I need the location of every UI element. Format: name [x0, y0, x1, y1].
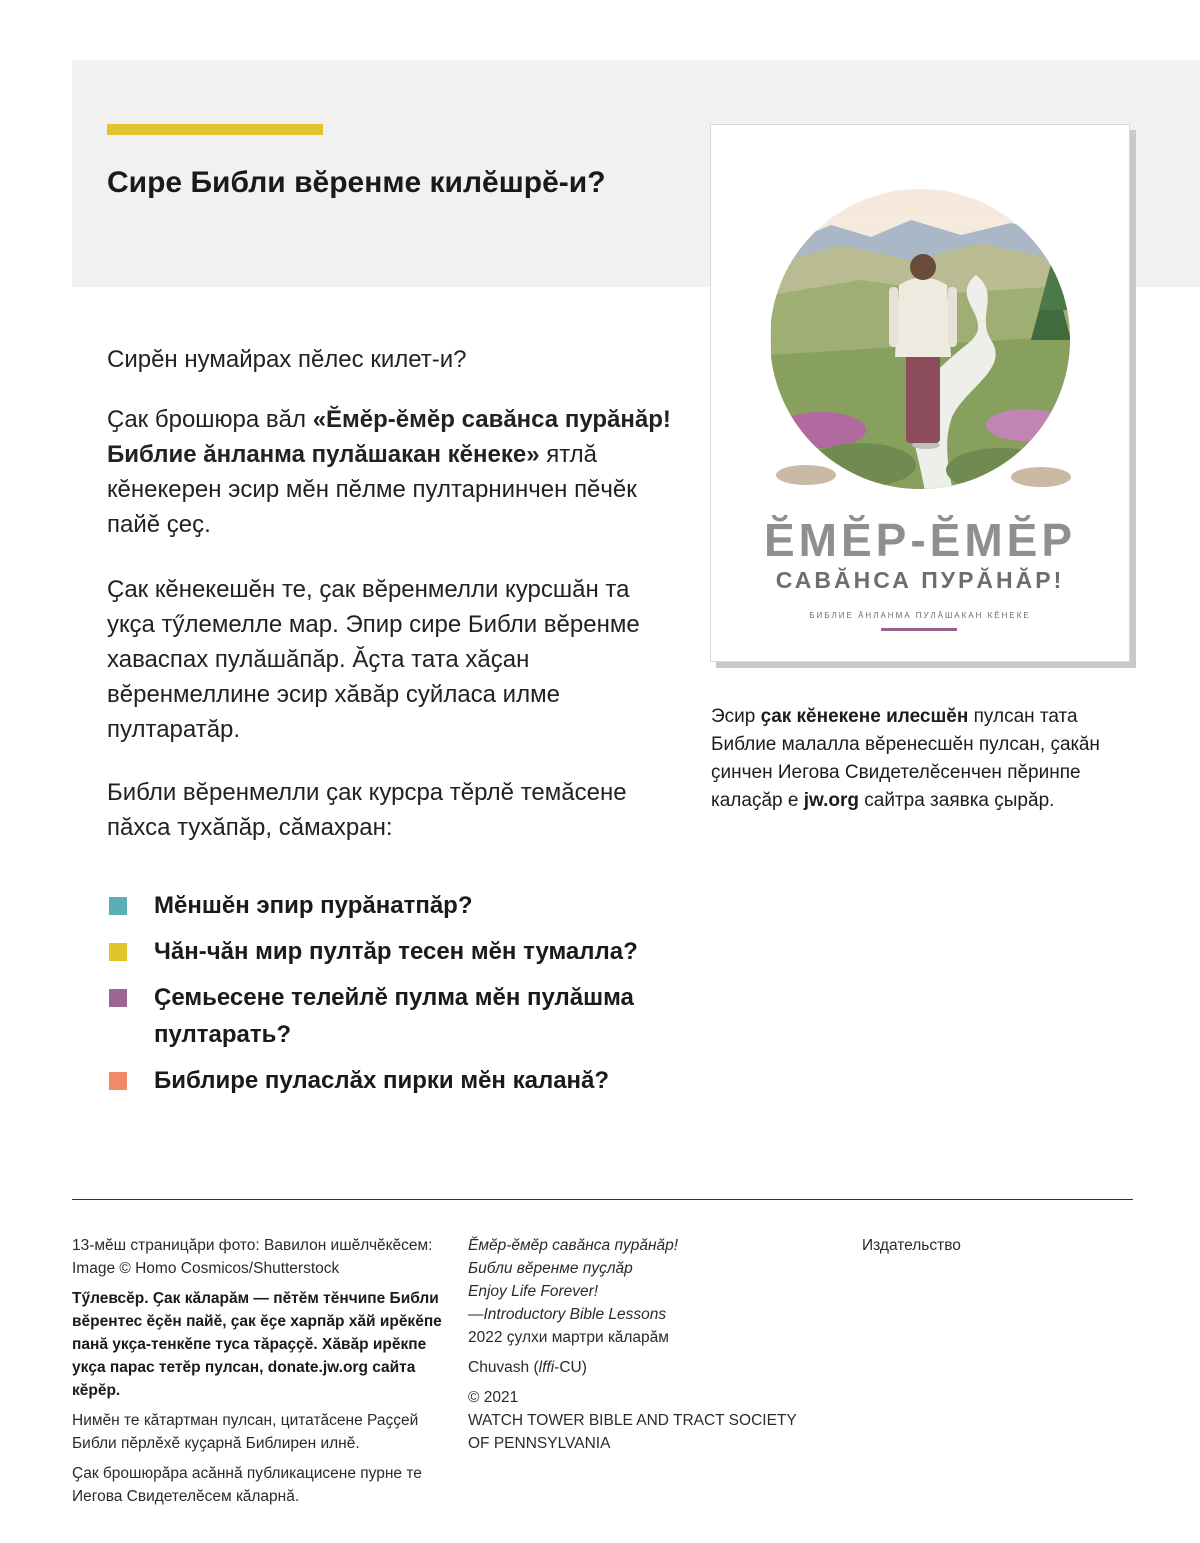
copyright	[468, 1386, 828, 1455]
intro-text: Ҫак брошюра вӑл	[107, 406, 313, 433]
society-name-line2: OF PENNSYLVANIA	[468, 1435, 611, 1452]
cover-subtitle: БИБЛИЕ ӐНЛАНМА ПУЛӐШАКАН КӖНЕКЕ	[809, 611, 1031, 620]
order-info	[711, 703, 1131, 815]
edition-title-line: Библи вӗренме пуҫлӑр	[468, 1260, 633, 1277]
edition-title-line: Enjoy Life Forever!	[468, 1283, 599, 1300]
copyright-year: © 2021	[468, 1389, 519, 1406]
translation-note: Нимӗн те кӑтартман пулсан, цитатӑсене Раҫҫей Библи пӗрлӗхӗ куҫарнӑ Библирен илнӗ.	[72, 1412, 419, 1452]
cover-title-line2: САВӐНСА ПУРӐНӐР!	[775, 567, 1065, 593]
square-bullet-icon	[109, 989, 127, 1007]
book-cover	[710, 124, 1130, 662]
side-text: Эсир	[711, 706, 761, 727]
publisher-note: Ҫак брошюрӑра асӑннӑ публикацисене пурне те Иегова Свидетелӗсем кӑларнӑ.	[72, 1465, 422, 1505]
square-bullet-icon	[109, 897, 127, 915]
cover-illustration	[711, 125, 1129, 525]
edition-date: 2022 ҫулхи мартри кӑларӑм	[468, 1329, 669, 1346]
intro-topics-lead: Библи вӗренмелли ҫак курсра тӗрлӗ темӑсене пӑхса тухӑпӑр, сӑмахран:	[107, 779, 627, 841]
list-item	[107, 1062, 707, 1099]
footer-col-edition	[468, 1234, 828, 1462]
edition-title-line: Ӗмӗр-ӗмӗр савӑнса пурӑнӑр!	[468, 1237, 679, 1254]
side-text-bold: ҫак кӗнекене илесшӗн	[760, 706, 969, 727]
list-item	[107, 979, 707, 1053]
square-bullet-icon	[109, 1072, 127, 1090]
topic-text: Чӑн-чӑн мир пултӑр тесен мӗн тумалла?	[154, 938, 638, 965]
topic-text: Ҫемьесене телейлӗ пулма мӗн пулӑшма пултарать?	[154, 984, 634, 1048]
language-code	[468, 1356, 828, 1379]
intro-brochure-paragraph	[107, 402, 682, 542]
intro-question: Сирӗн нумайрах пӗлес килет-и?	[107, 346, 467, 373]
book-title-bold: «Ӗмӗр-ӗмӗр савӑнса пурӑнӑр! Библие ӑнланма пулӑшакан кӗнеке»	[107, 406, 671, 468]
side-text: пулсан тата Библие малалла вӗренесшӗн пулсан, ҫакӑн ҫинчен Иегова Свидетелӗсенчен пӗринпе калаҫӑр е	[711, 706, 1100, 811]
intro-free-paragraph: Ҫак кӗнекешӗн те, ҫак вӗренмелли курсшӑн та укҫа тӳлемелле мар. Эпир сире Библи вӗренме хаваспах пулӑшӑпӑр. Ӑҫта тата хӑҫан вӗренмеллине эсир хӑвӑр суйласа илме пултаратӑр.	[107, 576, 640, 743]
footer-col-notices	[72, 1234, 442, 1515]
photo-credit: 13-мӗш страницӑри фото: Вавилон ишӗлчӗкӗсем: Image © Homo Cosmicos/Shutterstock	[72, 1237, 433, 1277]
cover-title: ӖМӖР-ӖМӖР	[763, 514, 1077, 566]
accent-bar	[107, 124, 323, 135]
language-label: Chuvash (	[468, 1359, 539, 1376]
topic-list	[107, 887, 707, 1108]
footer-divider	[72, 1199, 1133, 1200]
topic-text: Мӗншӗн эпир пурӑнатпӑр?	[154, 892, 473, 919]
intro-text: ятлӑ кӗнекерен эсир мӗн пӗлме пултарнинчен пӗчӗк пайӗ ҫеҫ.	[107, 441, 637, 538]
side-text: сайтра заявка ҫырӑр.	[858, 790, 1055, 811]
language-code-italic: lffi	[538, 1359, 555, 1376]
language-suffix: -CU)	[554, 1359, 587, 1376]
cover-underline	[881, 628, 957, 631]
donation-notice: Тӳлевсӗр. Ҫак кӑларӑм — пӗтӗм тӗнчипе Библи вӗрентес ӗҫӗн пайӗ, ҫак ӗҫе харпӑр хӑй ирӗкӗпе панӑ укҫа-тенкӗпе туса тӑраҫҫӗ. Хӑвӑр ирӗкпе укҫа парас тетӗр пулсан, donate.jw.org сайта кӗрӗр.	[72, 1290, 442, 1399]
list-item	[107, 887, 707, 924]
society-name: WATCH TOWER BIBLE AND TRACT SOCIETY	[468, 1412, 797, 1429]
topic-text: Библире пуласлӑх пирки мӗн каланӑ?	[154, 1067, 610, 1094]
square-bullet-icon	[109, 943, 127, 961]
footer-col-publisher: Издательство	[862, 1237, 961, 1254]
edition-titles	[468, 1234, 828, 1349]
list-item	[107, 933, 707, 970]
page-title: Сире Библи вӗренме килӗшрӗ-и?	[107, 166, 606, 199]
website-link[interactable]: jw.org	[803, 790, 859, 811]
edition-title-line: —Introductory Bible Lessons	[468, 1306, 667, 1323]
